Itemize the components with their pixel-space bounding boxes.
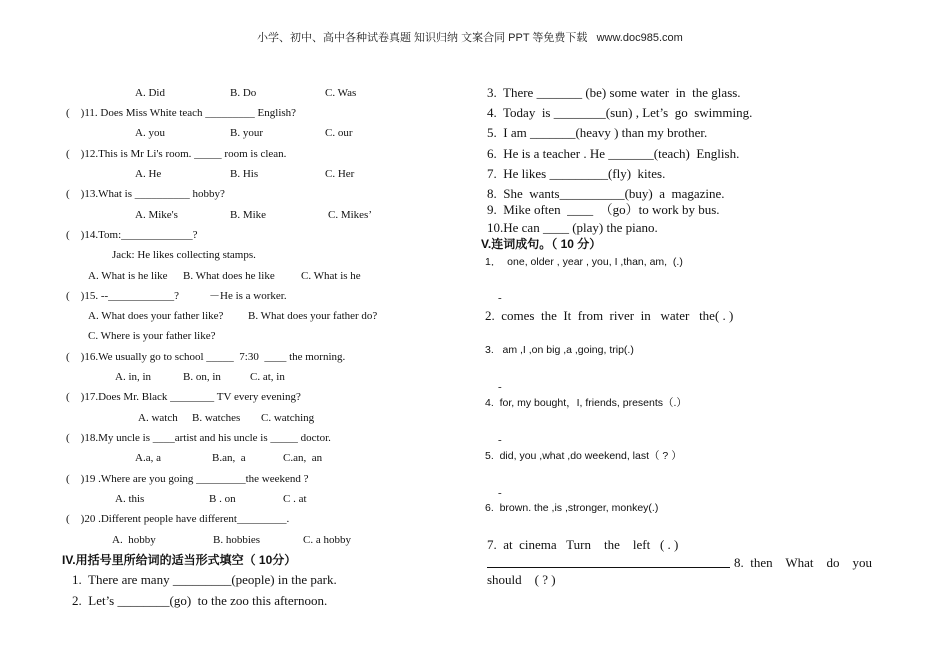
question-12: ( )12.This is Mr Li's room. _____ room is clean.: [66, 148, 287, 160]
q18-option-b: B.an, a: [212, 452, 246, 464]
q11-option-b: B. your: [230, 127, 263, 139]
q10-option-c: C. Was: [325, 87, 357, 99]
fill-item-4: 4. Today is ________(sun) , Let’s go swimming.: [487, 105, 753, 120]
q19-option-b: B . on: [209, 493, 236, 505]
q12-option-a: A. He: [135, 168, 162, 180]
q13-option-c: C. Mikes’: [328, 209, 372, 221]
fill-item-7: 7. He likes _________(fly) kites.: [487, 166, 666, 181]
q20-option-b: B. hobbies: [213, 534, 261, 546]
fill-item-2: 2. Let’s ________(go) to the zoo this afternoon.: [72, 593, 328, 608]
question-15: ( )15. --____________?: [66, 290, 180, 302]
q18-option-a: A.a, a: [135, 452, 161, 464]
q14-option-a: A. What is he like: [88, 270, 168, 282]
answer-line-5: -: [498, 487, 502, 499]
answer-underline-7: [487, 567, 730, 568]
q11-option-c: C. our: [325, 127, 353, 139]
fill-item-1: 1. There are many _________(people) in the park.: [72, 572, 337, 587]
q20-option-a: A. hobby: [112, 534, 156, 546]
q14-option-c: C. What is he: [301, 270, 361, 282]
q19-option-c: C . at: [283, 493, 307, 505]
q14-option-b: B. What does he like: [183, 270, 275, 282]
q14-reply: Jack: He likes collecting stamps.: [112, 249, 256, 261]
sentence-5: 5. did, you ,what ,do weekend, last（ ? ）: [485, 450, 682, 462]
q15-option-c: C. Where is your father like?: [88, 330, 216, 342]
q17-option-c: C. watching: [261, 412, 315, 424]
q13-option-b: B. Mike: [230, 209, 267, 221]
sentence-7: 7. at cinema Turn the left ( . ): [487, 537, 679, 552]
q12-option-c: C. Her: [325, 168, 355, 180]
q17-option-b: B. watches: [192, 412, 241, 424]
q19-option-a: A. this: [115, 493, 145, 505]
answer-line-3: -: [498, 381, 502, 393]
sentence-4: 4. for, my bought，I, friends, presents（.）: [485, 397, 687, 409]
question-13: ( )13.What is __________ hobby?: [66, 188, 225, 200]
question-19: ( )19 .Where are you going _________the weekend ?: [66, 473, 309, 485]
section-4-title: IV.用括号里所给词的适当形式填空（ 10分）: [62, 553, 297, 567]
sentence-8: 8. then What do you: [734, 555, 873, 570]
sentence-1: 1． one, older , year , you, I ,than, am, (.): [485, 256, 683, 268]
page-header: 小学、初中、高中各种试卷真题 知识归纳 文案合同 PPT 等免费下载 www.doc985.com: [257, 32, 683, 44]
q20-option-c: C. a hobby: [303, 534, 351, 546]
q17-option-a: A. watch: [138, 412, 178, 424]
q15-option-a: A. What does your father like?: [88, 310, 224, 322]
q12-option-b: B. His: [230, 168, 259, 180]
q10-option-b: B. Do: [230, 87, 257, 99]
question-11: ( )11. Does Miss White teach _________ English?: [66, 107, 297, 119]
sentence-2: 2. comes the It from river in water the( . ): [485, 308, 734, 323]
q13-option-a: A. Mike's: [135, 209, 178, 221]
question-16: ( )16.We usually go to school _____ 7:30 ____ the morning.: [66, 351, 346, 363]
fill-item-5: 5. I am _______(heavy ) than my brother.: [487, 125, 708, 140]
q16-option-c: C. at, in: [250, 371, 285, 383]
q18-option-c: C.an, an: [283, 452, 323, 464]
q16-option-a: A. in, in: [115, 371, 152, 383]
sentence-6: 6. brown. the ,is ,stronger, monkey(.): [485, 502, 659, 514]
answer-line-1: -: [498, 292, 502, 304]
q10-option-a: A. Did: [135, 87, 165, 99]
sentence-3: 3. am ,I ,on big ,a ,going, trip(.): [485, 344, 634, 356]
question-17: ( )17.Does Mr. Black ________ TV every evening?: [66, 391, 301, 403]
sentence-8-continued: should ( ? ): [487, 572, 556, 587]
q16-option-b: B. on, in: [183, 371, 221, 383]
question-20: ( )20 .Different people have different_________.: [66, 513, 290, 525]
fill-item-9: 9. Mike often ____ （go）to work by bus.: [487, 202, 720, 217]
fill-item-10: 10.He can ____ (play) the piano.: [487, 220, 658, 235]
fill-item-3: 3. There _______ (be) some water in the glass.: [487, 85, 741, 100]
fill-item-8: 8. She wants__________(buy) a magazine.: [487, 186, 725, 201]
question-18: ( )18.My uncle is ____artist and his uncle is _____ doctor.: [66, 432, 331, 444]
section-5-title: V.连词成句。（ 10 分）: [481, 237, 602, 251]
fill-item-6: 6. He is a teacher . He _______(teach) English.: [487, 146, 740, 161]
answer-line-4: -: [498, 434, 502, 446]
question-14: ( )14.Tom:_____________?: [66, 229, 198, 241]
q15-option-b: B. What does your father do?: [248, 310, 378, 322]
q15-reply: －He is a worker.: [209, 290, 287, 302]
q11-option-a: A. you: [135, 127, 165, 139]
